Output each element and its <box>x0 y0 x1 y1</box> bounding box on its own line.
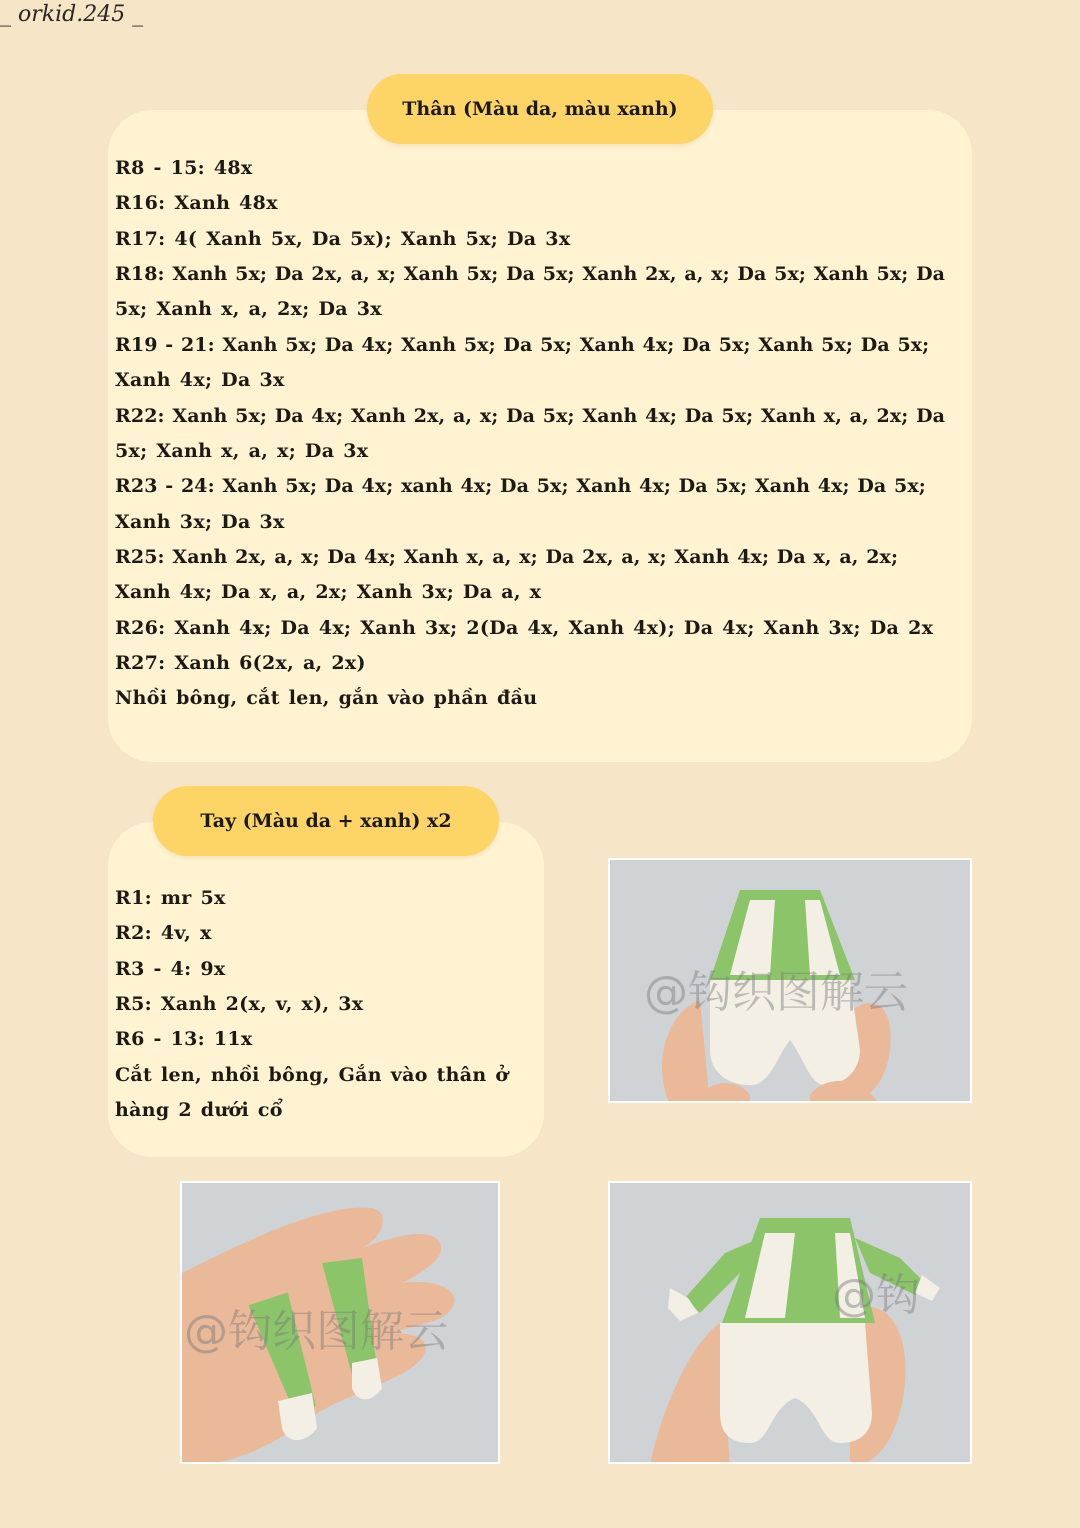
watermark: @钩 <box>832 1270 920 1321</box>
author-signature: _ orkid.245 _ <box>0 2 144 27</box>
body-row-line: Xanh 3x; Da 3x <box>115 511 285 533</box>
arm-row-line: R6 - 13: 11x <box>115 1028 253 1050</box>
body-row-line: R27: Xanh 6(2x, a, 2x) <box>115 652 366 674</box>
body-section-title: Thân (Màu da, màu xanh) <box>367 74 713 144</box>
arm-section-title: Tay (Màu da + xanh) x2 <box>153 786 499 856</box>
photo-body-with-arms <box>608 1181 972 1464</box>
body-row-line: Xanh 4x; Da 3x <box>115 369 285 391</box>
body-row-line: R8 - 15: 48x <box>115 157 253 179</box>
body-row-line: R22: Xanh 5x; Da 4x; Xanh 2x, a, x; Da 5x; Xanh 4x; Da 5x; Xanh x, a, 2x; Da <box>115 405 946 427</box>
body-row-line: R25: Xanh 2x, a, x; Da 4x; Xanh x, a, x; Da 2x, a, x; Xanh 4x; Da x, a, 2x; <box>115 546 899 568</box>
photo-body-front <box>608 858 972 1103</box>
crochet-assembled-illustration <box>610 1183 972 1464</box>
body-row-line: R17: 4( Xanh 5x, Da 5x); Xanh 5x; Da 3x <box>115 228 571 250</box>
body-row-line: R23 - 24: Xanh 5x; Da 4x; xanh 4x; Da 5x; Xanh 4x; Da 5x; Xanh 4x; Da 5x; <box>115 475 926 497</box>
body-row-line: R16: Xanh 48x <box>115 192 278 214</box>
arm-row-line: R3 - 4: 9x <box>115 958 226 980</box>
arm-row-line: R2: 4v, x <box>115 922 212 944</box>
body-row-line: R19 - 21: Xanh 5x; Da 4x; Xanh 5x; Da 5x; Xanh 4x; Da 5x; Xanh 5x; Da 5x; <box>115 334 930 356</box>
arm-finish-note: Cắt len, nhồi bông, Gắn vào thân ở <box>115 1064 509 1086</box>
body-finish-note: Nhồi bông, cắt len, gắn vào phần đầu <box>115 687 538 709</box>
arm-row-line: R5: Xanh 2(x, v, x), 3x <box>115 993 364 1015</box>
body-row-line: Xanh 4x; Da x, a, 2x; Xanh 3x; Da a, x <box>115 581 542 603</box>
body-row-line: 5x; Xanh x, a, 2x; Da 3x <box>115 298 382 320</box>
body-row-line: 5x; Xanh x, a, x; Da 3x <box>115 440 369 462</box>
photo-arms <box>180 1181 500 1464</box>
watermark: @钩织图解云 <box>644 967 908 1018</box>
arm-finish-note: hàng 2 dưới cổ <box>115 1099 283 1121</box>
body-row-line: R18: Xanh 5x; Da 2x, a, x; Xanh 5x; Da 5x; Xanh 2x, a, x; Da 5x; Xanh 5x; Da <box>115 263 946 285</box>
watermark: @钩织图解云 <box>184 1306 448 1357</box>
body-row-line: R26: Xanh 4x; Da 4x; Xanh 3x; 2(Da 4x, Xanh 4x); Da 4x; Xanh 3x; Da 2x <box>115 617 934 639</box>
arm-row-line: R1: mr 5x <box>115 887 226 909</box>
